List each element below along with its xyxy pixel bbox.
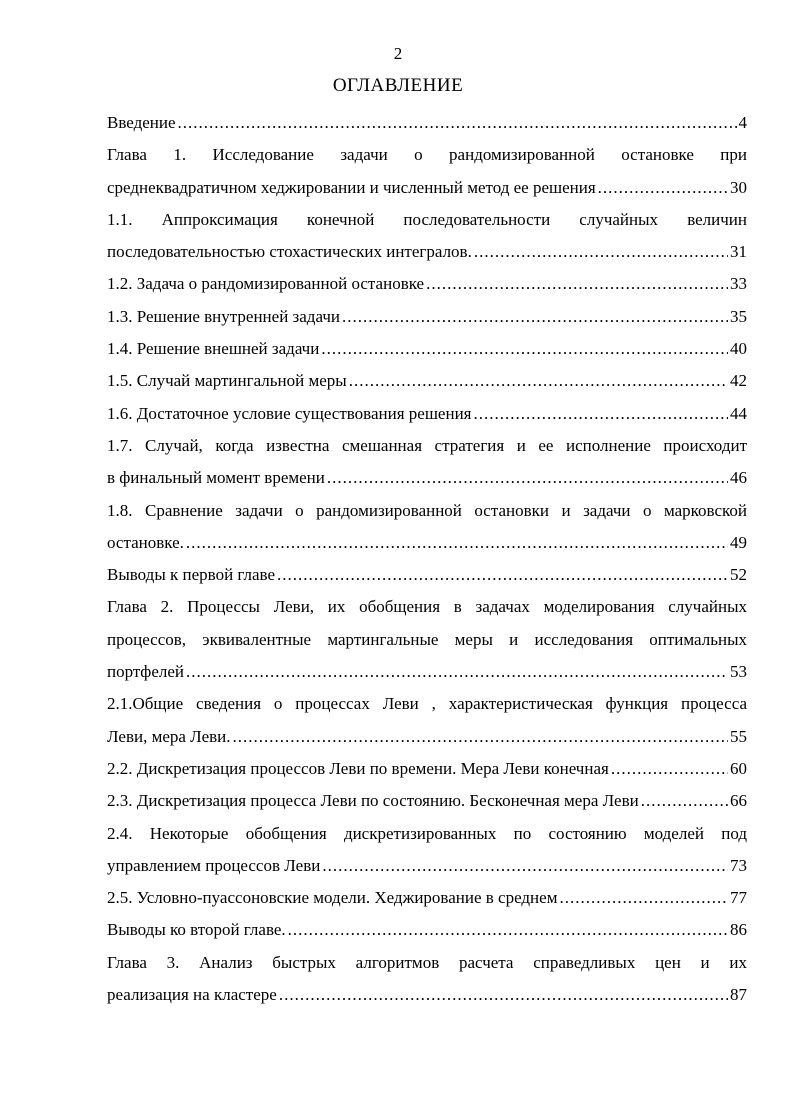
toc-entry-text: среднеквадратичном хеджировании и численный метод ее решения (107, 177, 596, 197)
toc-page-number: 40 (730, 339, 747, 359)
toc-page-number: 55 (730, 726, 747, 746)
toc-page-number: 73 (730, 855, 747, 875)
toc-entry[interactable] (107, 914, 747, 946)
toc-entry-text: 1.3. Решение внутренней задачи (107, 306, 340, 326)
dot-leader (426, 268, 728, 300)
toc-entry[interactable] (107, 107, 747, 139)
toc-entry[interactable] (107, 398, 747, 430)
toc-entry[interactable] (107, 204, 747, 269)
toc-page-number: 44 (730, 403, 747, 423)
toc-entry-text: 1.1. Аппроксимация конечной последовательности случайных величин (107, 209, 747, 229)
toc-entry-text: процессов, эквивалентные мартингальные меры и исследования оптимальных (107, 629, 747, 649)
toc-page-number: 46 (730, 468, 747, 488)
toc-entry-text: остановке. (107, 532, 184, 552)
toc-page-number: 35 (730, 306, 747, 326)
page-title: ОГЛАВЛЕНИЕ (332, 75, 464, 96)
toc-entry[interactable] (107, 365, 747, 397)
dot-leader (611, 753, 728, 785)
dot-leader (474, 398, 729, 430)
dot-leader (327, 462, 728, 494)
table-of-contents (107, 107, 747, 1011)
toc-entry[interactable] (107, 495, 747, 560)
toc-entry-text: реализация на кластере (107, 985, 277, 1005)
toc-entry-text: 1.4. Решение внешней задачи (107, 339, 320, 359)
toc-entry-text: 1.7. Случай, когда известна смешанная стратегия и ее исполнение происходит (107, 435, 747, 455)
toc-entry-text: Выводы ко второй главе. (107, 920, 286, 940)
dot-leader (641, 785, 728, 817)
toc-entry-text: портфелей (107, 662, 184, 682)
toc-entry[interactable] (107, 947, 747, 1012)
toc-entry-text: управлением процессов Леви (107, 855, 321, 875)
toc-entry-text: Глава 3. Анализ быстрых алгоритмов расчета справедливых цен и их (107, 952, 747, 972)
dot-leader (349, 365, 728, 397)
toc-page-number: 60 (730, 758, 747, 778)
toc-page-number: 53 (730, 662, 747, 682)
toc-page-number: 49 (730, 532, 747, 552)
dot-leader (186, 527, 728, 559)
toc-entry[interactable] (107, 268, 747, 300)
toc-page-number: 33 (730, 274, 747, 294)
dot-leader (279, 979, 728, 1011)
toc-entry-text: 2.1.Общие сведения о процессах Леви , характеристическая функция процесса (107, 694, 747, 714)
toc-entry-text: Введение (107, 113, 176, 132)
dot-leader (277, 559, 728, 591)
dot-leader (474, 236, 728, 268)
toc-entry-text: 2.5. Условно-пуассоновские модели. Хеджирование в среднем (107, 888, 558, 908)
dot-leader (321, 333, 728, 365)
toc-entry[interactable] (107, 333, 747, 365)
toc-entry-text: последовательностью стохастических интегралов. (107, 242, 472, 262)
toc-entry-text: 1.6. Достаточное условие существования решения (107, 403, 472, 423)
toc-entry-text: 1.8. Сравнение задачи о рандомизированной остановки и задачи о марковской (107, 500, 747, 520)
toc-page-number: 52 (730, 565, 747, 585)
dot-leader (322, 850, 728, 882)
toc-page-number: 77 (730, 888, 747, 908)
toc-entry[interactable] (107, 688, 747, 753)
toc-entry-text: Глава 2. Процессы Леви, их обобщения в задачах моделирования случайных (107, 597, 747, 617)
dot-leader (559, 882, 728, 914)
toc-entry-text: 1.5. Случай мартингальной меры (107, 371, 347, 391)
toc-entry[interactable] (107, 818, 747, 883)
toc-entry[interactable] (107, 753, 747, 785)
dot-leader (598, 172, 728, 204)
toc-entry[interactable] (107, 430, 747, 495)
dot-leader (288, 914, 728, 946)
toc-page-number: 86 (730, 920, 747, 940)
toc-entry-text: Глава 1. Исследование задачи о рандомизированной остановке при (107, 145, 747, 165)
toc-entry-text: 1.2. Задача о рандомизированной остановке (107, 274, 425, 294)
toc-entry-text: Выводы к первой главе (107, 565, 276, 585)
toc-page-number: 42 (730, 371, 747, 391)
toc-page-number: 4 (738, 113, 747, 132)
toc-page-number: 87 (730, 985, 747, 1005)
dot-leader (342, 301, 728, 333)
dot-leader (178, 107, 737, 139)
toc-entry[interactable] (107, 139, 747, 204)
toc-entry[interactable] (107, 882, 747, 914)
page-number: 2 (393, 44, 403, 63)
dot-leader (186, 656, 728, 688)
dot-leader (233, 721, 728, 753)
toc-entry[interactable] (107, 301, 747, 333)
toc-entry[interactable] (107, 591, 747, 688)
toc-entry-text: в финальный момент времени (107, 468, 325, 488)
toc-page-number: 30 (730, 177, 747, 197)
toc-page-number: 31 (730, 242, 747, 262)
toc-page-number: 66 (730, 791, 747, 811)
toc-entry[interactable] (107, 785, 747, 817)
toc-entry[interactable] (107, 559, 747, 591)
toc-entry-text: Леви, мера Леви. (107, 726, 231, 746)
toc-entry-text: 2.4. Некоторые обобщения дискретизированных по состоянию моделей под (107, 823, 747, 843)
toc-entry-text: 2.2. Дискретизация процессов Леви по времени. Мера Леви конечная (107, 758, 609, 778)
toc-entry-text: 2.3. Дискретизация процесса Леви по состоянию. Бесконечная мера Леви (107, 791, 639, 811)
